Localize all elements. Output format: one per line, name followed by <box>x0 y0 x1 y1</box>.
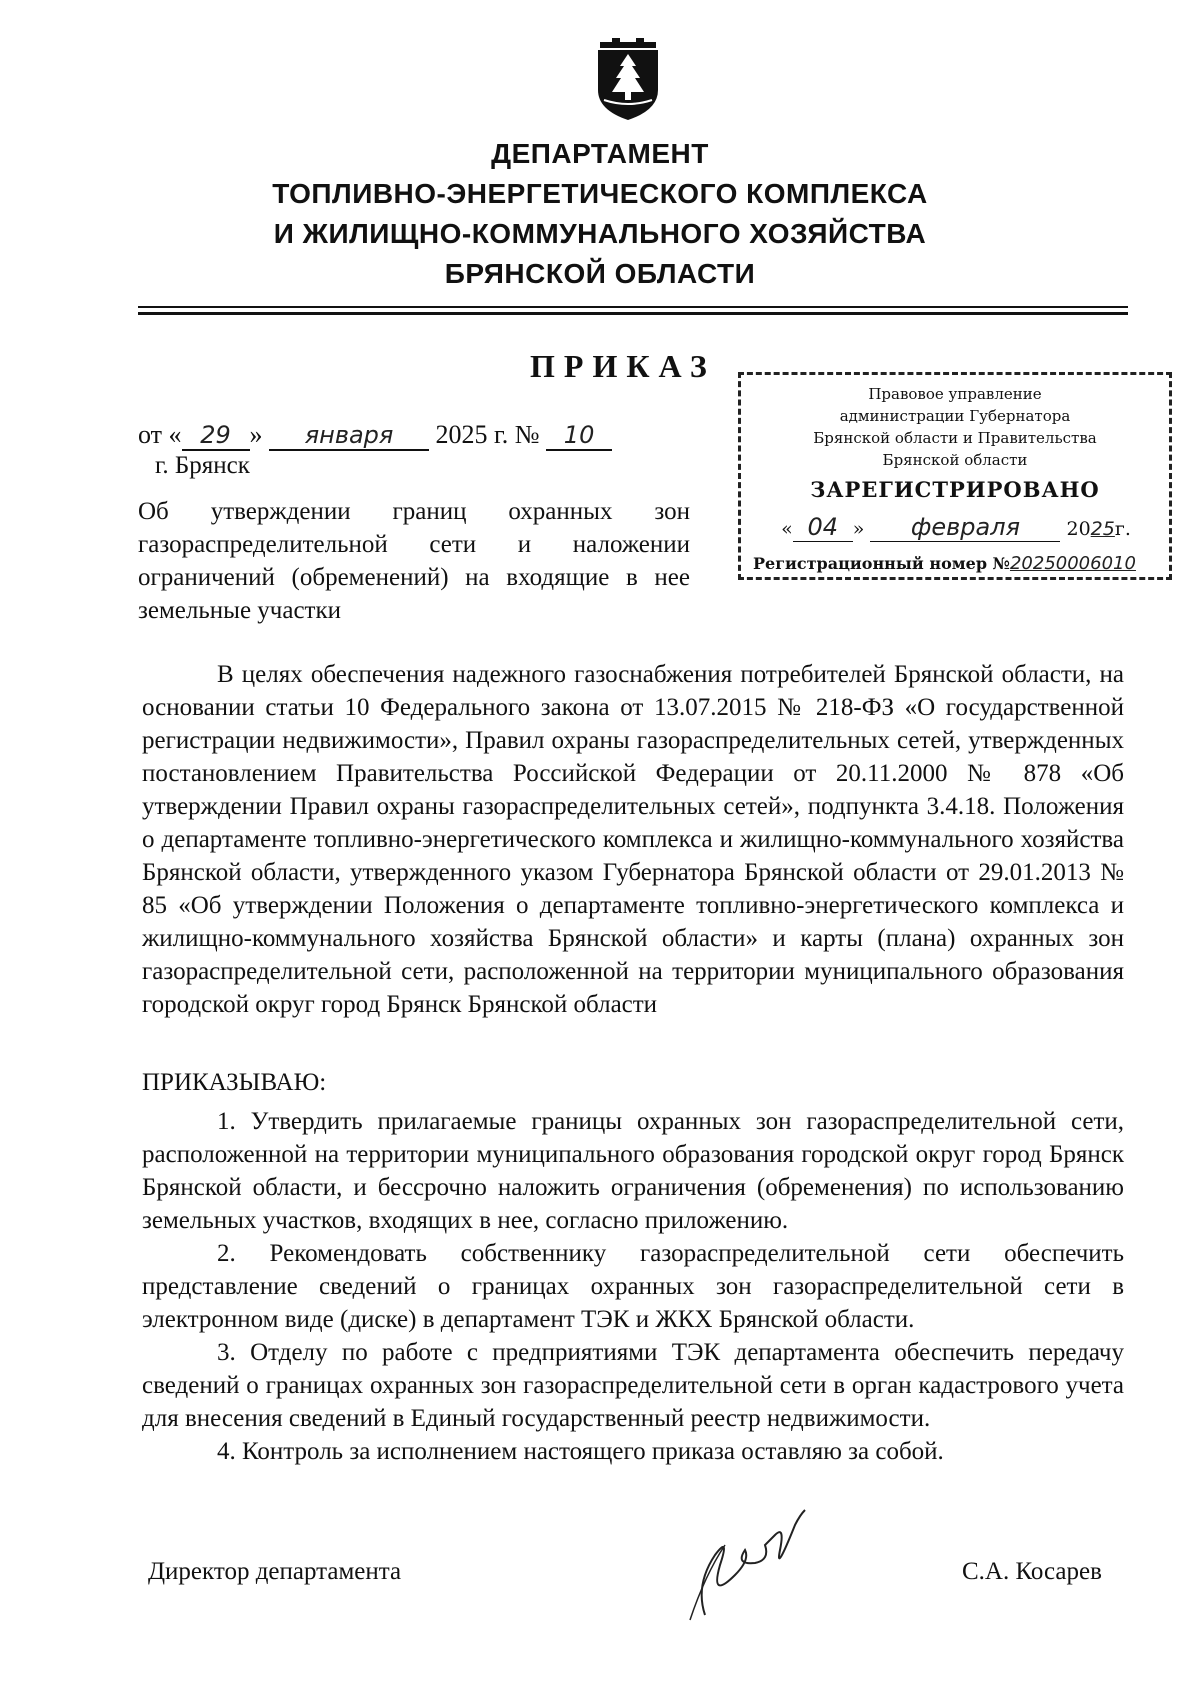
header-divider-thin <box>138 306 1128 308</box>
stamp-registered: ЗАРЕГИСТРИРОВАНО <box>810 477 1100 502</box>
stamp-year-prefix: 20 <box>1066 518 1091 540</box>
order-day: 29 <box>182 421 250 451</box>
department-title-line-1: ДЕПАРТАМЕНТ <box>491 138 709 169</box>
stamp-year-suffix: 25 <box>1090 518 1115 540</box>
signatory-position: Директор департамента <box>148 1558 402 1585</box>
order-preamble-block <box>142 658 1124 1021</box>
department-title-line-2: ТОПЛИВНО-ЭНЕРГЕТИЧЕСКОГО КОМПЛЕКСА <box>272 178 928 209</box>
stamp-line-2: администрации Губернатора <box>839 407 1071 425</box>
order-year: 2025 г. <box>435 420 509 449</box>
order-subject: Об утверждении границ охранных зон газораспределительной сети и наложении ограничений (обременений) на входящие в нее земельные участки <box>138 498 690 624</box>
stamp-reg-line <box>753 553 1136 574</box>
order-item-1: 1. Утвердить прилагаемые границы охранных зон газораспределительной сети, расположенной на территории муниципального образования городской округ город Брянск Брянской области, и бессрочно наложить ограничения (обременения) по использованию земельных участков, входящих в нее, согласно приложению. <box>142 1108 1124 1234</box>
order-item-2: 2. Рекомендовать собственнику газораспределительной сети обеспечить представление сведений о границах охранных зон газораспределительной сети в электронном виде (диске) в департамент ТЭК и ЖКХ Брянской области. <box>142 1240 1124 1333</box>
coat-of-arms-emblem <box>590 38 666 122</box>
date-prefix: от « <box>138 420 182 449</box>
header-divider-thick <box>138 312 1128 315</box>
order-command-word: ПРИКАЗЫВАЮ: <box>142 1069 327 1096</box>
department-title-line-3: И ЖИЛИЩНО-КОММУНАЛЬНОГО ХОЗЯЙСТВА <box>273 218 927 249</box>
order-date-line <box>138 420 612 451</box>
stamp-year-unit: г. <box>1114 518 1131 540</box>
department-title-line-4: БРЯНСКОЙ ОБЛАСТИ <box>444 258 756 289</box>
order-item-3: 3. Отделу по работе с предприятиями ТЭК департамента обеспечить передачу сведений о границах охранных зон газораспределительной сети в орган кадастрового учета для внесения сведений в Единый государственный реестр недвижимости. <box>142 1339 1124 1432</box>
stamp-date-line: « 04 » февраля 2025г. <box>781 513 1131 541</box>
order-item-4: 4. Контроль за исполнением настоящего приказа оставляю за собой. <box>217 1438 944 1465</box>
order-preamble: В целях обеспечения надежного газоснабжения потребителей Брянской области, на основании статьи 10 Федерального закона от 13.07.2015 № 218-ФЗ «О государственной регистрации недвижимости», Правил охраны газораспределительных сетей, утвержденных постановлением Правительства Российской Федерации от 20.11.2000 № 878 «Об утверждении Правил охраны газораспределительных сетей», подпункта 3.4.18. Положения о департаменте топливно-энергетического комплекса и жилищно-коммунального хозяйства Брянской области, утвержденного указом Губернатора Брянской области от 29.01.2013 № 85 «Об утверждении Положения о департаменте топливно-энергетического комплекса и жилищно-коммунального хозяйства Брянской области» и карты (плана) охранных зон газораспределительной сети, расположенной на территории муниципального образования городской округ город Брянск Брянской области <box>142 661 1124 1018</box>
date-day-close: » <box>249 420 263 449</box>
stamp-month: февраля <box>870 513 1060 542</box>
registration-stamp <box>738 372 1172 580</box>
number-prefix: № <box>514 420 540 449</box>
order-title: ПРИКАЗ <box>530 348 716 384</box>
order-city: г. Брянск <box>155 452 250 479</box>
order-items-block <box>142 1105 1124 1468</box>
order-month: января <box>269 421 429 451</box>
signatory-name: С.А. Косарев <box>962 1558 1102 1585</box>
stamp-reg-number: 20250006010 <box>1009 553 1136 574</box>
order-number: 10 <box>546 421 612 451</box>
stamp-reg-label: Регистрационный номер № <box>753 554 1010 573</box>
stamp-line-4: Брянской области <box>882 451 1028 469</box>
stamp-line-3: Брянской области и Правительства <box>813 429 1097 447</box>
handwritten-signature <box>675 1505 825 1625</box>
stamp-day: 04 <box>793 513 853 542</box>
stamp-line-1: Правовое управление <box>868 385 1042 403</box>
